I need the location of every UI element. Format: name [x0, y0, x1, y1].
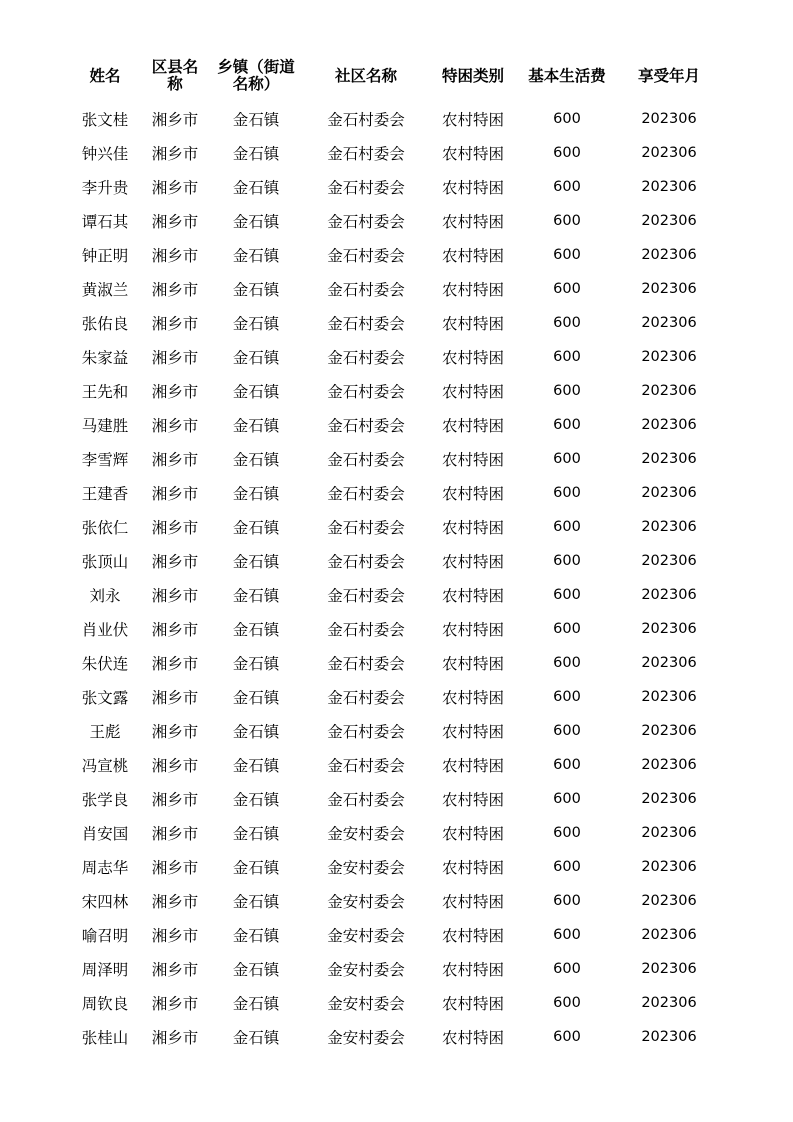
allowance-cell: 600 — [553, 927, 581, 943]
table-header — [65, 52, 745, 100]
name-cell: 朱家益 — [81, 349, 129, 367]
table-row — [65, 340, 745, 374]
period-cell: 202306 — [641, 1029, 697, 1045]
county-cell: 湘乡市 — [151, 315, 199, 333]
table-row — [65, 238, 745, 272]
allowance-cell: 600 — [553, 417, 581, 433]
township-cell: 金石镇 — [232, 417, 280, 435]
category-cell: 农村特困 — [441, 451, 504, 469]
table-row — [65, 680, 745, 714]
county-cell: 湘乡市 — [151, 757, 199, 775]
allowance-cell: 600 — [553, 111, 581, 127]
allowance-cell: 600 — [553, 587, 581, 603]
header-name: 姓名 — [89, 66, 121, 85]
name-cell: 朱伏连 — [81, 655, 129, 673]
beneficiary-table — [65, 52, 745, 1054]
community-cell: 金安村委会 — [327, 893, 405, 911]
table-row — [65, 748, 745, 782]
period-cell: 202306 — [641, 995, 697, 1011]
allowance-cell: 600 — [553, 553, 581, 569]
township-cell: 金石镇 — [232, 315, 280, 333]
allowance-cell: 600 — [553, 621, 581, 637]
township-cell: 金石镇 — [232, 111, 280, 129]
category-cell: 农村特困 — [441, 383, 504, 401]
period-cell: 202306 — [641, 927, 697, 943]
category-cell: 农村特困 — [441, 689, 504, 707]
name-cell: 张文桂 — [81, 111, 129, 129]
category-cell: 农村特困 — [441, 757, 504, 775]
township-cell: 金石镇 — [232, 757, 280, 775]
period-cell: 202306 — [641, 315, 697, 331]
header-county: 区县名称 — [151, 58, 199, 93]
table-row — [65, 476, 745, 510]
category-cell: 农村特困 — [441, 179, 504, 197]
community-cell: 金石村委会 — [327, 519, 405, 537]
period-cell: 202306 — [641, 451, 697, 467]
category-cell: 农村特困 — [441, 281, 504, 299]
name-cell: 王彪 — [89, 723, 121, 741]
community-cell: 金安村委会 — [327, 927, 405, 945]
name-cell: 周志华 — [81, 859, 129, 877]
township-cell: 金石镇 — [232, 281, 280, 299]
county-cell: 湘乡市 — [151, 995, 199, 1013]
community-cell: 金石村委会 — [327, 145, 405, 163]
category-cell: 农村特困 — [441, 519, 504, 537]
community-cell: 金石村委会 — [327, 723, 405, 741]
category-cell: 农村特困 — [441, 349, 504, 367]
table-row — [65, 850, 745, 884]
category-cell: 农村特困 — [441, 1029, 504, 1047]
community-cell: 金石村委会 — [327, 485, 405, 503]
category-cell: 农村特困 — [441, 995, 504, 1013]
community-cell: 金石村委会 — [327, 655, 405, 673]
category-cell: 农村特困 — [441, 111, 504, 129]
community-cell: 金石村委会 — [327, 417, 405, 435]
county-cell: 湘乡市 — [151, 281, 199, 299]
period-cell: 202306 — [641, 485, 697, 501]
allowance-cell: 600 — [553, 961, 581, 977]
category-cell: 农村特困 — [441, 621, 504, 639]
period-cell: 202306 — [641, 417, 697, 433]
period-cell: 202306 — [641, 519, 697, 535]
township-cell: 金石镇 — [232, 927, 280, 945]
township-cell: 金石镇 — [232, 553, 280, 571]
period-cell: 202306 — [641, 111, 697, 127]
table-row — [65, 816, 745, 850]
name-cell: 张依仁 — [81, 519, 129, 537]
name-cell: 宋四林 — [81, 893, 129, 911]
county-cell: 湘乡市 — [151, 961, 199, 979]
name-cell: 王建香 — [81, 485, 129, 503]
header-community: 社区名称 — [334, 66, 397, 85]
county-cell: 湘乡市 — [151, 111, 199, 129]
table-row — [65, 170, 745, 204]
community-cell: 金石村委会 — [327, 587, 405, 605]
township-cell: 金石镇 — [232, 179, 280, 197]
name-cell: 钟正明 — [81, 247, 129, 265]
county-cell: 湘乡市 — [151, 553, 199, 571]
allowance-cell: 600 — [553, 451, 581, 467]
allowance-cell: 600 — [553, 179, 581, 195]
township-cell: 金石镇 — [232, 689, 280, 707]
period-cell: 202306 — [641, 349, 697, 365]
category-cell: 农村特困 — [441, 791, 504, 809]
category-cell: 农村特困 — [441, 145, 504, 163]
name-cell: 钟兴佳 — [81, 145, 129, 163]
township-cell: 金石镇 — [232, 349, 280, 367]
community-cell: 金石村委会 — [327, 213, 405, 231]
allowance-cell: 600 — [553, 485, 581, 501]
name-cell: 肖业伏 — [81, 621, 129, 639]
community-cell: 金石村委会 — [327, 111, 405, 129]
name-cell: 李雪辉 — [81, 451, 129, 469]
name-cell: 黄淑兰 — [81, 281, 129, 299]
county-cell: 湘乡市 — [151, 213, 199, 231]
township-cell: 金石镇 — [232, 213, 280, 231]
allowance-cell: 600 — [553, 145, 581, 161]
header-period: 享受年月 — [637, 66, 700, 85]
table-row — [65, 646, 745, 680]
period-cell: 202306 — [641, 553, 697, 569]
period-cell: 202306 — [641, 723, 697, 739]
category-cell: 农村特困 — [441, 553, 504, 571]
period-cell: 202306 — [641, 179, 697, 195]
county-cell: 湘乡市 — [151, 417, 199, 435]
table-row — [65, 1020, 745, 1054]
name-cell: 肖安国 — [81, 825, 129, 843]
community-cell: 金石村委会 — [327, 791, 405, 809]
county-cell: 湘乡市 — [151, 349, 199, 367]
table-row — [65, 102, 745, 136]
allowance-cell: 600 — [553, 995, 581, 1011]
period-cell: 202306 — [641, 791, 697, 807]
category-cell: 农村特困 — [441, 655, 504, 673]
township-cell: 金石镇 — [232, 587, 280, 605]
name-cell: 王先和 — [81, 383, 129, 401]
township-cell: 金石镇 — [232, 791, 280, 809]
name-cell: 张学良 — [81, 791, 129, 809]
county-cell: 湘乡市 — [151, 791, 199, 809]
township-cell: 金石镇 — [232, 825, 280, 843]
allowance-cell: 600 — [553, 349, 581, 365]
name-cell: 张佑良 — [81, 315, 129, 333]
county-cell: 湘乡市 — [151, 451, 199, 469]
allowance-cell: 600 — [553, 893, 581, 909]
header-allowance: 基本生活费 — [528, 66, 606, 85]
period-cell: 202306 — [641, 961, 697, 977]
community-cell: 金石村委会 — [327, 757, 405, 775]
township-cell: 金石镇 — [232, 621, 280, 639]
allowance-cell: 600 — [553, 689, 581, 705]
allowance-cell: 600 — [553, 859, 581, 875]
period-cell: 202306 — [641, 383, 697, 399]
header-township-line2: 名称） — [232, 75, 280, 93]
name-cell: 张文露 — [81, 689, 129, 707]
allowance-cell: 600 — [553, 757, 581, 773]
county-cell: 湘乡市 — [151, 587, 199, 605]
township-cell: 金石镇 — [232, 145, 280, 163]
table-row — [65, 204, 745, 238]
name-cell: 周泽明 — [81, 961, 129, 979]
table-row — [65, 578, 745, 612]
allowance-cell: 600 — [553, 791, 581, 807]
category-cell: 农村特困 — [441, 315, 504, 333]
township-cell: 金石镇 — [232, 995, 280, 1013]
township-cell: 金石镇 — [232, 383, 280, 401]
county-cell: 湘乡市 — [151, 825, 199, 843]
township-cell: 金石镇 — [232, 723, 280, 741]
community-cell: 金石村委会 — [327, 689, 405, 707]
allowance-cell: 600 — [553, 825, 581, 841]
allowance-cell: 600 — [553, 213, 581, 229]
allowance-cell: 600 — [553, 519, 581, 535]
category-cell: 农村特困 — [441, 247, 504, 265]
period-cell: 202306 — [641, 145, 697, 161]
table-row — [65, 782, 745, 816]
township-cell: 金石镇 — [232, 859, 280, 877]
period-cell: 202306 — [641, 213, 697, 229]
allowance-cell: 600 — [553, 247, 581, 263]
county-cell: 湘乡市 — [151, 519, 199, 537]
period-cell: 202306 — [641, 859, 697, 875]
county-cell: 湘乡市 — [151, 859, 199, 877]
table-row — [65, 136, 745, 170]
allowance-cell: 600 — [553, 281, 581, 297]
community-cell: 金石村委会 — [327, 315, 405, 333]
county-cell: 湘乡市 — [151, 893, 199, 911]
county-cell: 湘乡市 — [151, 383, 199, 401]
township-cell: 金石镇 — [232, 247, 280, 265]
community-cell: 金安村委会 — [327, 961, 405, 979]
category-cell: 农村特困 — [441, 893, 504, 911]
table-row — [65, 374, 745, 408]
community-cell: 金石村委会 — [327, 349, 405, 367]
period-cell: 202306 — [641, 655, 697, 671]
township-cell: 金石镇 — [232, 485, 280, 503]
category-cell: 农村特困 — [441, 825, 504, 843]
community-cell: 金石村委会 — [327, 451, 405, 469]
community-cell: 金石村委会 — [327, 179, 405, 197]
category-cell: 农村特困 — [441, 927, 504, 945]
allowance-cell: 600 — [553, 723, 581, 739]
name-cell: 喻召明 — [81, 927, 129, 945]
county-cell: 湘乡市 — [151, 247, 199, 265]
period-cell: 202306 — [641, 757, 697, 773]
header-category: 特困类别 — [441, 66, 504, 85]
period-cell: 202306 — [641, 689, 697, 705]
county-cell: 湘乡市 — [151, 179, 199, 197]
category-cell: 农村特困 — [441, 961, 504, 979]
table-row — [65, 884, 745, 918]
table-row — [65, 442, 745, 476]
community-cell: 金石村委会 — [327, 247, 405, 265]
community-cell: 金安村委会 — [327, 859, 405, 877]
township-cell: 金石镇 — [232, 961, 280, 979]
period-cell: 202306 — [641, 893, 697, 909]
table-body — [65, 102, 745, 1054]
table-row — [65, 986, 745, 1020]
community-cell: 金安村委会 — [327, 1029, 405, 1047]
township-cell: 金石镇 — [232, 655, 280, 673]
township-cell: 金石镇 — [232, 1029, 280, 1047]
name-cell: 刘永 — [89, 587, 121, 605]
category-cell: 农村特困 — [441, 485, 504, 503]
table-row — [65, 306, 745, 340]
table-row — [65, 544, 745, 578]
table-row — [65, 918, 745, 952]
period-cell: 202306 — [641, 247, 697, 263]
allowance-cell: 600 — [553, 383, 581, 399]
header-township-line1: 乡镇（街道 — [217, 58, 295, 76]
community-cell: 金石村委会 — [327, 553, 405, 571]
period-cell: 202306 — [641, 621, 697, 637]
name-cell: 李升贵 — [81, 179, 129, 197]
township-cell: 金石镇 — [232, 519, 280, 537]
county-cell: 湘乡市 — [151, 927, 199, 945]
county-cell: 湘乡市 — [151, 723, 199, 741]
county-cell: 湘乡市 — [151, 655, 199, 673]
name-cell: 冯宣桃 — [81, 757, 129, 775]
table-row — [65, 714, 745, 748]
county-cell: 湘乡市 — [151, 145, 199, 163]
community-cell: 金安村委会 — [327, 825, 405, 843]
county-cell: 湘乡市 — [151, 485, 199, 503]
name-cell: 马建胜 — [81, 417, 129, 435]
township-cell: 金石镇 — [232, 893, 280, 911]
category-cell: 农村特困 — [441, 417, 504, 435]
allowance-cell: 600 — [553, 1029, 581, 1045]
period-cell: 202306 — [641, 825, 697, 841]
category-cell: 农村特困 — [441, 213, 504, 231]
allowance-cell: 600 — [553, 655, 581, 671]
name-cell: 张顶山 — [81, 553, 129, 571]
community-cell: 金安村委会 — [327, 995, 405, 1013]
county-cell: 湘乡市 — [151, 689, 199, 707]
category-cell: 农村特困 — [441, 723, 504, 741]
category-cell: 农村特困 — [441, 587, 504, 605]
period-cell: 202306 — [641, 587, 697, 603]
table-row — [65, 952, 745, 986]
name-cell: 张桂山 — [81, 1029, 129, 1047]
community-cell: 金石村委会 — [327, 383, 405, 401]
category-cell: 农村特困 — [441, 859, 504, 877]
county-cell: 湘乡市 — [151, 1029, 199, 1047]
community-cell: 金石村委会 — [327, 281, 405, 299]
period-cell: 202306 — [641, 281, 697, 297]
name-cell: 谭石其 — [81, 213, 129, 231]
name-cell: 周钦良 — [81, 995, 129, 1013]
township-cell: 金石镇 — [232, 451, 280, 469]
community-cell: 金石村委会 — [327, 621, 405, 639]
county-cell: 湘乡市 — [151, 621, 199, 639]
header-township — [205, 59, 307, 93]
allowance-cell: 600 — [553, 315, 581, 331]
table-row — [65, 510, 745, 544]
table-row — [65, 408, 745, 442]
table-row — [65, 612, 745, 646]
table-row — [65, 272, 745, 306]
